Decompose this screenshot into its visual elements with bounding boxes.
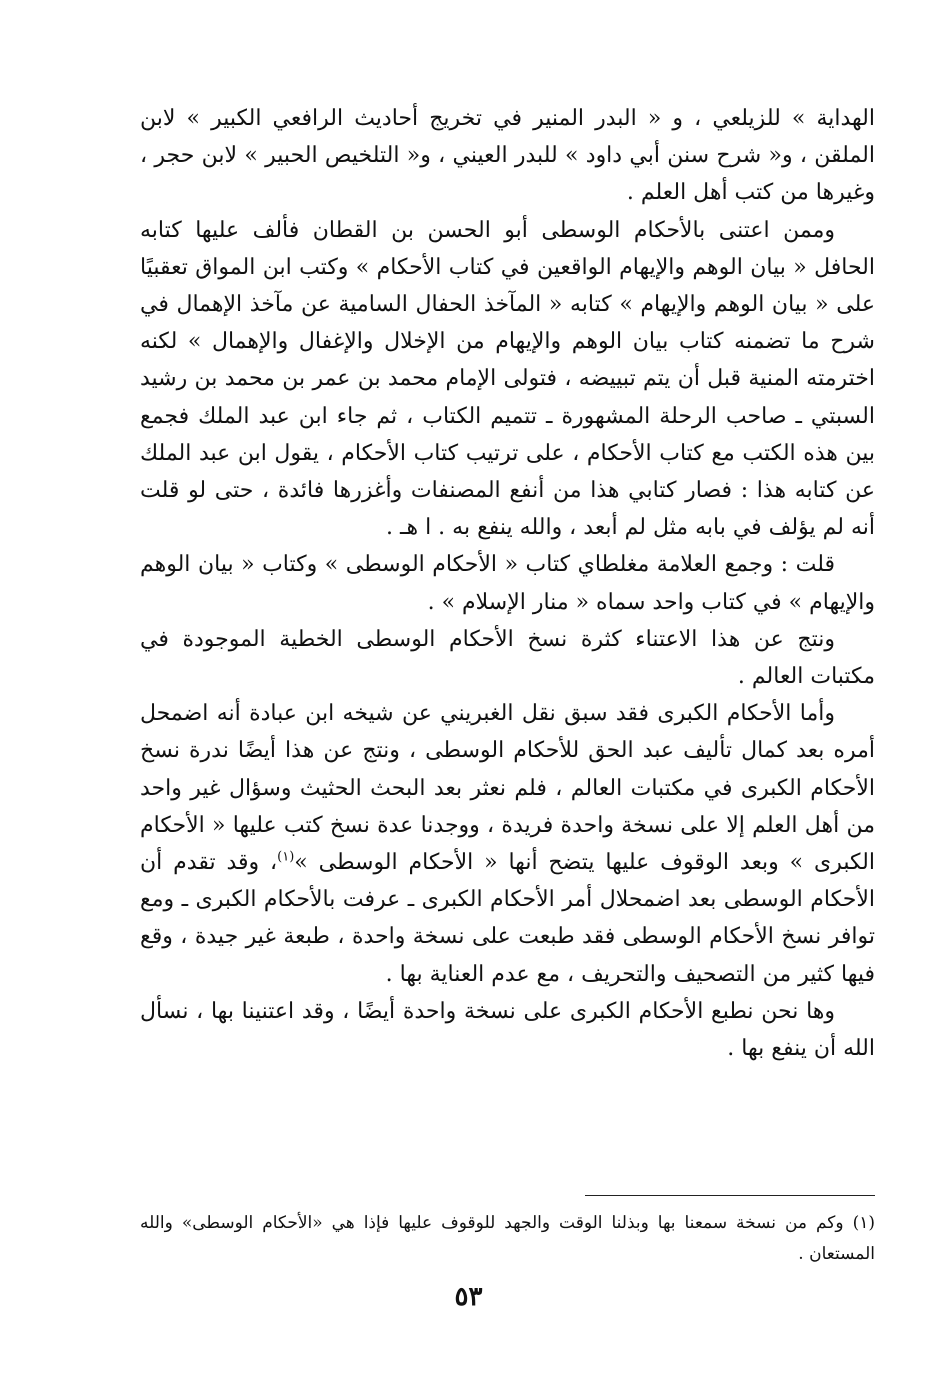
paragraph-references-continued: الهداية » للزيلعي ، و « البدر المنير في تخريج أحاديث الرافعي الكبير » لابن الملقن ، و« شرح سنن أبي داود » للبدر العيني ، و« التلخيص الحبير » لابن حجر ، وغيرها من كتب أهل العلم . (140, 106, 875, 206)
paragraph-mughultay: قلت : وجمع العلامة مغلطاي كتاب « الأحكام الوسطى » وكتاب « بيان الوهم والإيهام » في كتاب واحد سماه « منار الإسلام » . (140, 552, 875, 615)
paragraph-closing: وها نحن نطبع الأحكام الكبرى على نسخة واحدة أيضًا ، وقد اعتنينا بها ، نسأل الله أن ينفع بها . (140, 998, 875, 1062)
footnote-separator (585, 1195, 875, 1196)
paragraph-manuscripts-wusta: ونتج عن هذا الاعتناء كثرة نسخ الأحكام الوسطى الخطية الموجودة في مكتبات العالم . (140, 626, 875, 690)
page-body (140, 100, 875, 1067)
footnote: (١) وكم من نسخة سمعنا بها وبذلنا الوقت والجهد للوقوف عليها فإذا هي «الأحكام الوسطى» والله المستعان . (140, 1213, 875, 1264)
page-number: ٥٣ (454, 1282, 483, 1312)
kubra-text-after-ref: ، وقد تقدم أن الأحكام الوسطى بعد اضمحلال أمر الأحكام الكبرى ـ عرفت بالأحكام الكبرى ـ ومع توافر نسخ الأحكام الوسطى فقد طبعت على نسخة واحدة ، طبعة غير جيدة ، وقع فيها كثير من التصحيف والتحريف ، مع عدم العناية بها . (140, 850, 875, 987)
paragraph-ahkam-kubra (140, 695, 875, 993)
kubra-text-before-ref: وأما الأحكام الكبرى فقد سبق نقل الغبريني عن شيخه ابن عبادة أنه اضمحل أمره بعد كمال تأليف عبد الحق للأحكام الوسطى ، ونتج عن هذا أيضًا ندرة نسخ الأحكام الكبرى في مكتبات العالم ، فلم نعثر بعد البحث الحثيث وسؤال غير واحد من أهل العلم إلا على نسخة واحدة فريدة ، ووجدنا عدة نسخ كتب عليها « الأحكام الكبرى » وبعد الوقوف عليها يتضح أنها « الأحكام الوسطى » (140, 701, 875, 876)
paragraph-ibn-al-qattan: وممن اعتنى بالأحكام الوسطى أبو الحسن بن القطان فألف عليها كتابه الحافل « بيان الوهم والإيهام الواقعين في كتاب الأحكام » وكتب ابن المواق تعقبيًا على « بيان الوهم والإيهام » كتابه « المآخذ الحفال السامية عن مآخذ الإهمال في شرح ما تضمنه كتاب بيان الوهم والإيهام من الإخلال والإغفال والإهمال » لكنه اخترمته المنية قبل أن يتم تبييضه ، فتولى الإمام محمد بن عمر بن محمد بن رشيد السبتي ـ صاحب الرحلة المشهورة ـ تتميم الكتاب ، ثم جاء ابن عبد الملك فجمع بين هذه الكتب مع كتاب الأحكام ، على ترتيب كتاب الأحكام ، يقول ابن عبد الملك عن كتابه هذا : فصار كتابي هذا من أنفع المصنفات وأغزرها فائدة ، حتى لو قلت أنه لم يؤلف في بابه مثل لم أبعد ، والله ينفع به . ا هـ . (140, 217, 875, 541)
footnote-reference: (١) (277, 849, 295, 865)
